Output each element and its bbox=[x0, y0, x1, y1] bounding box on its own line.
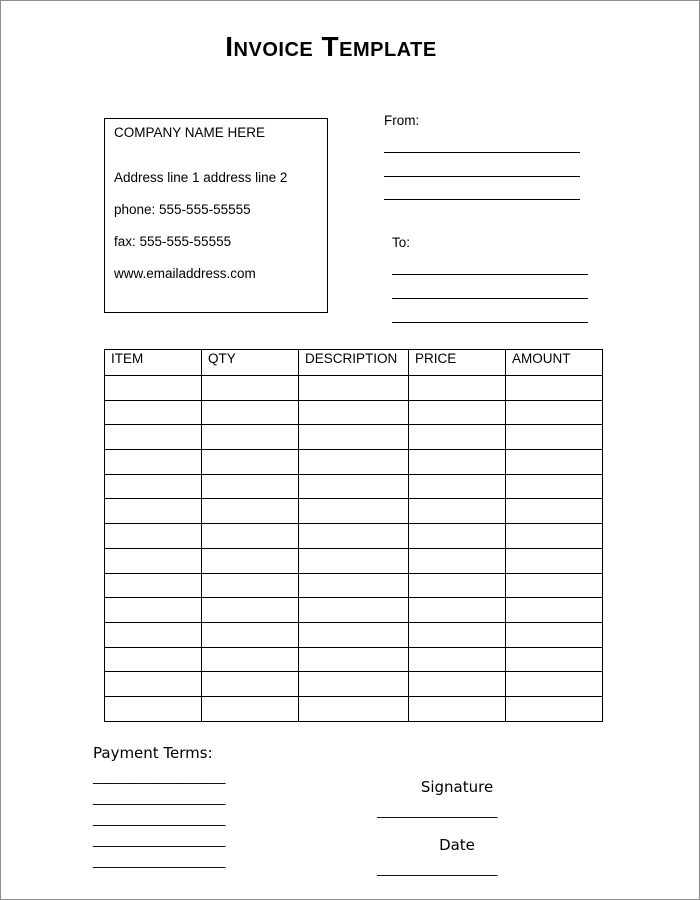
company-address: Address line 1 address line 2 bbox=[114, 170, 288, 185]
table-cell[interactable] bbox=[105, 647, 202, 672]
header-price: PRICE bbox=[409, 350, 506, 376]
company-email: www.emailaddress.com bbox=[114, 266, 256, 281]
table-cell[interactable] bbox=[409, 376, 506, 401]
table-cell[interactable] bbox=[202, 376, 299, 401]
table-cell[interactable] bbox=[409, 622, 506, 647]
table-cell[interactable] bbox=[299, 598, 409, 623]
table-cell[interactable] bbox=[299, 672, 409, 697]
table-row bbox=[105, 672, 603, 697]
header-description: DESCRIPTION bbox=[299, 350, 409, 376]
table-cell[interactable] bbox=[202, 622, 299, 647]
table-cell[interactable] bbox=[202, 672, 299, 697]
table-cell[interactable] bbox=[105, 573, 202, 598]
payment-terms-line-5[interactable]: ______________________ bbox=[93, 854, 225, 869]
table-cell[interactable] bbox=[506, 425, 603, 450]
table-cell[interactable] bbox=[506, 647, 603, 672]
table-cell[interactable] bbox=[506, 548, 603, 573]
table-cell[interactable] bbox=[202, 499, 299, 524]
document-title: Invoice Template bbox=[225, 31, 437, 62]
table-cell[interactable] bbox=[202, 548, 299, 573]
table-cell[interactable] bbox=[506, 598, 603, 623]
table-row bbox=[105, 425, 603, 450]
table-cell[interactable] bbox=[506, 499, 603, 524]
table-cell[interactable] bbox=[409, 400, 506, 425]
table-body bbox=[105, 376, 603, 722]
table-cell[interactable] bbox=[409, 573, 506, 598]
table-cell[interactable] bbox=[506, 696, 603, 721]
table-cell[interactable] bbox=[409, 647, 506, 672]
company-fax: fax: 555-555-55555 bbox=[114, 234, 232, 249]
table-cell[interactable] bbox=[409, 499, 506, 524]
from-line-3[interactable] bbox=[384, 199, 580, 200]
table-cell[interactable] bbox=[202, 400, 299, 425]
table-cell[interactable] bbox=[105, 598, 202, 623]
table-cell[interactable] bbox=[299, 474, 409, 499]
table-cell[interactable] bbox=[409, 450, 506, 475]
date-line[interactable]: ____________________ bbox=[377, 862, 497, 877]
header-amount: AMOUNT bbox=[506, 350, 603, 376]
table-cell[interactable] bbox=[105, 622, 202, 647]
company-name: COMPANY NAME HERE bbox=[114, 125, 266, 140]
table-cell[interactable] bbox=[202, 450, 299, 475]
company-phone: phone: 555-555-55555 bbox=[114, 202, 251, 217]
table-cell[interactable] bbox=[105, 524, 202, 549]
table-cell[interactable] bbox=[506, 376, 603, 401]
table-row bbox=[105, 499, 603, 524]
table-cell[interactable] bbox=[202, 425, 299, 450]
table-cell[interactable] bbox=[409, 474, 506, 499]
table-cell[interactable] bbox=[299, 622, 409, 647]
table-cell[interactable] bbox=[506, 622, 603, 647]
signature-line[interactable]: ____________________ bbox=[377, 804, 497, 819]
table-cell[interactable] bbox=[202, 598, 299, 623]
table-cell[interactable] bbox=[506, 400, 603, 425]
table-cell[interactable] bbox=[409, 524, 506, 549]
from-line-1[interactable] bbox=[384, 152, 580, 153]
table-row bbox=[105, 474, 603, 499]
table-cell[interactable] bbox=[202, 573, 299, 598]
table-cell[interactable] bbox=[409, 548, 506, 573]
table-row bbox=[105, 376, 603, 401]
table-cell[interactable] bbox=[299, 499, 409, 524]
table-row bbox=[105, 622, 603, 647]
line-items-table bbox=[104, 349, 603, 722]
table-cell[interactable] bbox=[506, 450, 603, 475]
to-line-2[interactable] bbox=[392, 298, 588, 299]
table-row bbox=[105, 647, 603, 672]
table-cell[interactable] bbox=[105, 400, 202, 425]
table-cell[interactable] bbox=[409, 598, 506, 623]
table-cell[interactable] bbox=[299, 450, 409, 475]
table-row bbox=[105, 548, 603, 573]
table-cell[interactable] bbox=[299, 376, 409, 401]
table-row bbox=[105, 400, 603, 425]
header-item: ITEM bbox=[105, 350, 202, 376]
table-cell[interactable] bbox=[202, 524, 299, 549]
table-row bbox=[105, 524, 603, 549]
payment-terms-line-3[interactable]: ______________________ bbox=[93, 812, 225, 827]
table-cell[interactable] bbox=[299, 696, 409, 721]
payment-terms-label: Payment Terms: bbox=[93, 744, 213, 762]
to-line-1[interactable] bbox=[392, 274, 588, 275]
table-cell[interactable] bbox=[299, 548, 409, 573]
payment-terms-line-1[interactable]: ______________________ bbox=[93, 770, 225, 785]
payment-terms-line-4[interactable]: ______________________ bbox=[93, 833, 225, 848]
table-cell[interactable] bbox=[105, 425, 202, 450]
table-cell[interactable] bbox=[409, 696, 506, 721]
date-label: Date bbox=[439, 836, 475, 854]
table-row bbox=[105, 598, 603, 623]
table-cell[interactable] bbox=[299, 647, 409, 672]
table-cell[interactable] bbox=[506, 573, 603, 598]
table-cell[interactable] bbox=[299, 573, 409, 598]
table-cell[interactable] bbox=[105, 450, 202, 475]
table-cell[interactable] bbox=[506, 474, 603, 499]
table-cell[interactable] bbox=[105, 696, 202, 721]
table-cell[interactable] bbox=[105, 499, 202, 524]
table-row bbox=[105, 450, 603, 475]
table-cell[interactable] bbox=[299, 400, 409, 425]
from-label: From: bbox=[384, 113, 420, 128]
table-cell[interactable] bbox=[105, 548, 202, 573]
table-cell[interactable] bbox=[105, 474, 202, 499]
to-line-3[interactable] bbox=[392, 322, 588, 323]
table-cell[interactable] bbox=[506, 672, 603, 697]
header-qty: QTY bbox=[202, 350, 299, 376]
signature-label: Signature bbox=[420, 778, 494, 796]
table-cell[interactable] bbox=[202, 647, 299, 672]
table-row bbox=[105, 573, 603, 598]
table-cell[interactable] bbox=[105, 672, 202, 697]
from-line-2[interactable] bbox=[384, 176, 580, 177]
company-info-box bbox=[104, 118, 328, 313]
to-label: To: bbox=[392, 235, 411, 250]
payment-terms-line-2[interactable]: ______________________ bbox=[93, 791, 225, 806]
table-header-row bbox=[105, 350, 603, 376]
table-cell[interactable] bbox=[409, 425, 506, 450]
table-cell[interactable] bbox=[409, 672, 506, 697]
table-cell[interactable] bbox=[506, 524, 603, 549]
table-cell[interactable] bbox=[202, 474, 299, 499]
table-cell[interactable] bbox=[299, 425, 409, 450]
table-cell[interactable] bbox=[299, 524, 409, 549]
table-cell[interactable] bbox=[105, 376, 202, 401]
table-cell[interactable] bbox=[202, 696, 299, 721]
table-row bbox=[105, 696, 603, 721]
